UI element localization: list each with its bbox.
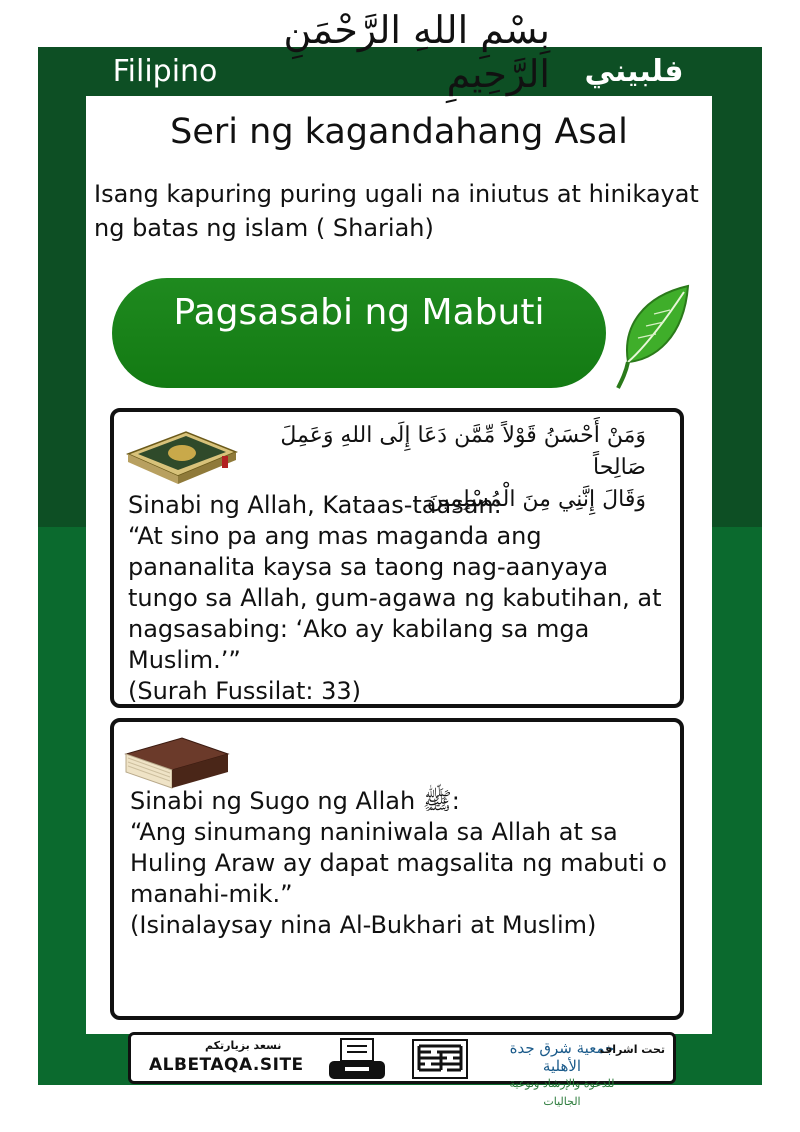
hadith-intro: Sinabi ng Sugo ng Allah ﷺ: xyxy=(130,787,460,815)
quran-source: (Surah Fussilat: 33) xyxy=(128,677,362,705)
hadith-source: (Isinalaysay nina Al-Bukhari at Muslim) xyxy=(130,911,597,939)
arabic-verse-line-2: وَقَالَ إِنَّنِي مِنَ الْمُسْلِمِينَ xyxy=(426,487,646,512)
organization-subtitle: للدعوة والإرشاد وتوعية الجاليات xyxy=(509,1077,615,1108)
language-label-arabic: فلبيني xyxy=(556,48,712,95)
quran-translation xyxy=(128,490,672,707)
basmala-calligraphy: بِسْمِ اللهِ الرَّحْمَنِ الرَّحِيمِ xyxy=(283,8,550,96)
language-label-filipino: Filipino xyxy=(86,48,244,95)
quran-verse-box xyxy=(110,408,684,708)
visit-text: نسعد بزيارتكم xyxy=(205,1039,282,1052)
quran-book-icon xyxy=(126,426,238,486)
topic-banner xyxy=(112,278,606,388)
quran-quote: “At sino pa ang mas maganda ang pananalita kaysa sa taong nag-aanyaya tungo sa Allah, gum-agawa ng kabutihan, at nagsasabing: ‘Ako ay kabilang sa mga Muslim.’” xyxy=(128,522,662,674)
hadith-quote: “Ang sinumang naniniwala sa Allah at sa Huling Araw ay dapat magsalita ng mabuti o manahi-mik.” xyxy=(130,818,667,908)
topic-label: Pagsasabi ng Mabuti xyxy=(173,292,545,333)
quran-intro: Sinabi ng Allah, Kataas-taasan: xyxy=(128,491,502,519)
page-title: Seri ng kagandahang Asal xyxy=(170,112,628,152)
book-icon xyxy=(122,732,232,792)
footer-bar xyxy=(128,1032,676,1108)
organization-name: جمعية شرق جدة الأهلية xyxy=(509,1039,615,1075)
hadith-translation xyxy=(130,786,674,941)
leaf-icon xyxy=(614,282,694,392)
calligraphy-logo-icon xyxy=(411,1038,469,1080)
site-link[interactable]: ALBETAQA.SITE xyxy=(149,1055,304,1075)
printer-icon xyxy=(327,1037,387,1083)
arabic-verse-line-1: وَمَنْ أَحْسَنُ قَوْلاً مِّمَّن دَعَا إِلَى اللهِ وَعَمِلَ صَالِحاً xyxy=(280,423,646,480)
hadith-box xyxy=(110,718,684,1020)
intro-text: Isang kapuring puring ugali na iniutus at hinikayat ng batas ng islam ( Shariah) xyxy=(94,180,699,242)
supervision-label: تحت اشراف xyxy=(599,1043,665,1056)
